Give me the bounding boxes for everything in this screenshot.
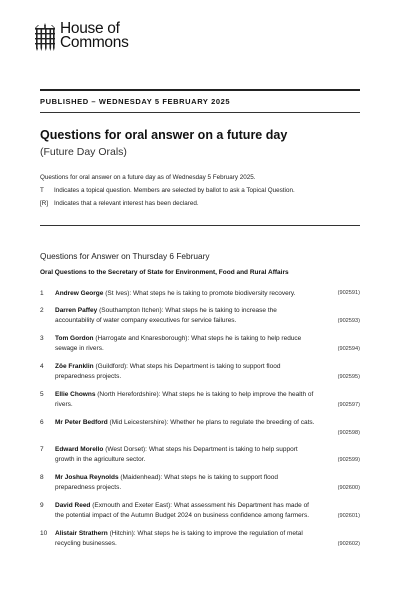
question-number: 10	[40, 530, 48, 537]
question-item	[40, 390, 360, 412]
published-date: PUBLISHED – WEDNESDAY 5 FEBRUARY 2025	[40, 97, 231, 106]
member-name: Mr Joshua Reynolds	[55, 474, 119, 481]
question-item	[40, 362, 360, 384]
question-text: Whether he plans to regulate the breeding of cats.	[170, 419, 315, 426]
question-text: What steps he is taking to promote biodiversity recovery.	[133, 290, 296, 297]
question-body	[55, 362, 317, 382]
question-ref: (902599)	[337, 457, 360, 463]
member-name: Ellie Chowns	[55, 391, 96, 398]
constituency: (Exmouth and Exeter East):	[92, 502, 173, 509]
question-body	[55, 501, 317, 521]
legend-interest	[40, 200, 199, 207]
member-name: Zöe Franklin	[55, 363, 94, 370]
member-name: Edward Morello	[55, 446, 104, 453]
question-ref: (902594)	[337, 346, 360, 352]
header-rule-bottom	[40, 112, 360, 113]
question-ref: (902591)	[337, 290, 360, 296]
legend-text: Indicates a topical question. Members are selected by ballot to ask a Topical Question.	[54, 187, 295, 194]
house-of-commons-logo	[34, 22, 129, 51]
question-ref: (902593)	[337, 318, 360, 324]
question-text: What steps he is taking to support flood preparedness projects.	[55, 474, 278, 491]
question-ref: (902601)	[337, 513, 360, 519]
question-ref: (902602)	[337, 541, 360, 547]
question-body	[55, 334, 317, 354]
question-number: 6	[40, 419, 44, 426]
question-body	[55, 473, 317, 493]
question-number: 8	[40, 474, 44, 481]
question-text: What steps his Department is taking to support flood preparedness projects.	[55, 363, 281, 380]
question-body	[55, 306, 317, 326]
constituency: (Southampton Itchen):	[99, 307, 164, 314]
constituency: (Mid Leicestershire):	[109, 419, 169, 426]
constituency: (St Ives):	[105, 290, 132, 297]
question-number: 9	[40, 502, 44, 509]
member-name: Mr Peter Bedford	[55, 419, 108, 426]
question-text: What steps he is taking to increase the accountability of water company executives for service failures.	[55, 307, 277, 324]
constituency: (North Herefordshire):	[97, 391, 161, 398]
constituency: (West Dorset):	[105, 446, 147, 453]
question-text: What steps he is taking to improve the regulation of metal recycling businesses.	[55, 530, 303, 547]
legend-text: Indicates that a relevant interest has been declared.	[54, 200, 199, 207]
page-title: Questions for oral answer on a future day	[40, 128, 288, 142]
constituency: (Maidenhead):	[120, 474, 163, 481]
question-item	[40, 473, 360, 495]
question-ref: (902598)	[337, 430, 360, 436]
section-heading: Questions for Answer on Thursday 6 February	[40, 251, 210, 261]
question-body	[55, 529, 317, 549]
logo-line-1: House of	[60, 20, 120, 37]
question-number: 4	[40, 363, 44, 370]
question-item	[40, 445, 360, 467]
page-subtitle: (Future Day Orals)	[40, 146, 127, 158]
question-number: 5	[40, 391, 44, 398]
member-name: Alistair Strathern	[55, 530, 108, 537]
question-body	[55, 390, 317, 410]
question-text: What steps his Department is taking to help support growth in the agriculture sector.	[55, 446, 298, 463]
question-item	[40, 529, 360, 551]
question-number: 2	[40, 307, 44, 314]
intro-text: Questions for oral answer on a future day as of Wednesday 5 February 2025.	[40, 174, 256, 181]
question-item	[40, 501, 360, 523]
legend-symbol: T	[40, 187, 44, 194]
logo-wordmark	[60, 22, 129, 50]
question-number: 3	[40, 335, 44, 342]
question-item	[40, 289, 360, 301]
question-text: What steps he is taking to help improve the health of rivers.	[55, 391, 314, 408]
logo-line-2: Commons	[60, 34, 129, 51]
legend-symbol: [R]	[40, 200, 49, 207]
section-rule	[40, 225, 360, 226]
legend-topical	[40, 187, 295, 194]
header-rule-top	[40, 89, 360, 91]
question-ref: (902597)	[337, 402, 360, 408]
question-item	[40, 334, 360, 356]
question-body	[55, 418, 317, 428]
question-item	[40, 306, 360, 328]
question-number: 7	[40, 446, 44, 453]
question-item	[40, 418, 360, 440]
question-ref: (902600)	[337, 485, 360, 491]
department-heading: Oral Questions to the Secretary of State for Environment, Food and Rural Affairs	[40, 269, 289, 276]
member-name: David Reed	[55, 502, 91, 509]
question-body	[55, 445, 317, 465]
question-ref: (902595)	[337, 374, 360, 380]
portcullis-icon	[34, 23, 56, 51]
member-name: Darren Paffey	[55, 307, 98, 314]
member-name: Tom Gordon	[55, 335, 94, 342]
member-name: Andrew George	[55, 290, 104, 297]
question-body	[55, 289, 317, 299]
constituency: (Harrogate and Knaresborough):	[95, 335, 190, 342]
constituency: (Guildford):	[95, 363, 128, 370]
question-number: 1	[40, 290, 44, 297]
constituency: (Hitchin):	[109, 530, 136, 537]
question-text: What steps he is taking to help reduce sewage in rivers.	[55, 335, 302, 352]
question-text: What assessment his Department has made of the potential impact of the Autumn Budget 2024 on business confidence among farmers.	[55, 502, 310, 519]
